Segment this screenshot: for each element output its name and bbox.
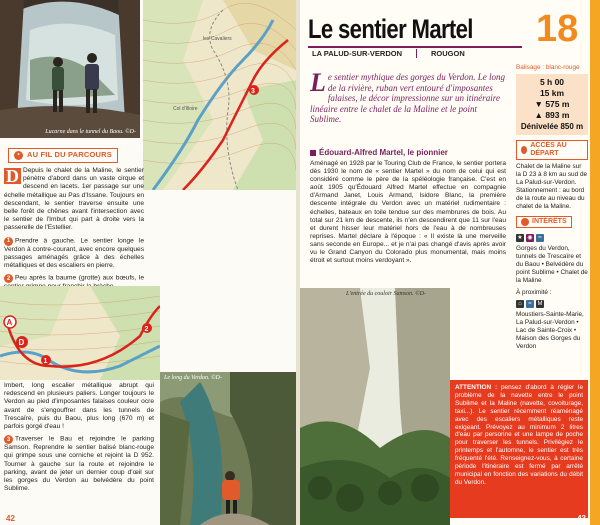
- stat-ascent: ▲ 893 m: [534, 110, 570, 120]
- dropcap-d: D: [6, 166, 19, 186]
- hiker-photo-caption: Le long du Verdon. ©D-: [164, 375, 222, 381]
- para-depart: [4, 167, 144, 233]
- tunnel-photo-caption: Lucarne dans le tunnel du Baou. ©D-: [45, 129, 136, 135]
- step-1-number: 1: [4, 237, 13, 246]
- village-icon: ⌂: [516, 300, 524, 308]
- intro-body: e sentier mythique des gorges du Verdon. Le long de la rivière, ruban vert entouré d'imposantes falaises, le décor impressionne sur un itinéraire linéaire entre le chalet de la Maline et le point Sublime.: [310, 72, 505, 125]
- title-rule: [308, 46, 522, 48]
- para-imbert: Imbert, long escalier métallique abrupt qui redescend en plusieurs paliers. Longer toujours le Verdon au pied d'imposantes falaises couleur ocre avant de s'engouffrer dans les tunnels de Trescaïre, puis du Baou, plus long (670 m) et parfois gorgé d'eau !: [4, 382, 154, 431]
- page-number-left: 42: [6, 514, 15, 523]
- step-1-text: Prendre à gauche. Le sentier longe le Verdon à contre-courant, avec encore quelques passages aménagés grâce à des échelles métalliques et des escaliers en pierre.: [4, 237, 144, 270]
- proximite-icons: [516, 300, 588, 308]
- stat-distance: 15 km: [539, 88, 565, 98]
- para-depart-text: Depuis le chalet de la Maline, le sentier pénètre d'abord dans un vaste cirque et descend en lacets. 1er passage sur une échelle métallique au Pas d'Issane. Toujours en descendant, le sentier traverse ensuite une belle forêt de chênes avant l'intersection avec le sentier de l'Imbut qui part à droite vers la passerelle de l'Estellier.: [4, 167, 144, 232]
- car-icon: [521, 146, 527, 154]
- interets-icons: [516, 234, 588, 242]
- acces-text: Chalet de la Maline sur la D 23 à 8 km au sud de La Palud-sur-Verdon. Stationnement : au bord de la route au niveau du chalet de la Maline.: [516, 163, 588, 210]
- route-description: [4, 148, 144, 295]
- interets-title: INTÉRÊTS: [532, 218, 567, 225]
- stat-duration: 5 h 00: [539, 77, 565, 87]
- stat-denivele: Dénivelée 850 m: [520, 122, 584, 131]
- step-2-number: 2: [4, 274, 13, 283]
- page-title: Le sentier Martel: [308, 14, 473, 44]
- star-rating-icon: ★: [517, 235, 523, 241]
- acces-header: [516, 140, 588, 160]
- svg-text:les Cavaliers: les Cavaliers: [203, 36, 232, 42]
- samson-photo-caption: L'entrée du couloir Samson. ©D-: [346, 291, 427, 297]
- route-number: 18: [536, 8, 579, 50]
- museum-icon: M: [537, 301, 543, 307]
- attention-label: ATTENTION :: [455, 384, 498, 391]
- hiker-photo: [160, 372, 296, 525]
- route-info-sidebar: [516, 64, 588, 351]
- bio-text: Aménagé en 1928 par le Touring Club de France, le sentier portera dès 1930 le nom de « sentier Martel » du nom de celui qui est considéré comme le père de la spéléologie française. C'est en août 1905 qu'Édouard Alfred Martel effectue en compagnie d'Armand Janet, Louis Armand, Isidore Blanc, la première descente intégrale du Verdon avec un matériel rudimentaire : échelles, bateaux en toile tendue sur des membrures de bois. Au total sur 21 km de descente, ils n'en descendirent que 11 sur l'eau et durent hisser leur matériel hors de l'eau à de nombreuses reprises. Martel déclare à l'époque : « Il existe là une merveille sans seconde en Europe... et je n'ai pas changé d'avis après avoir vu le Grand Canyon du Colorado plus monumental, mais moins étroit et surtout moins verdoyant ».: [310, 160, 506, 265]
- svg-text:Col d'Illoire: Col d'Illoire: [173, 106, 198, 112]
- footsteps-icon: •: [14, 151, 23, 160]
- water-icon: ≈: [536, 234, 544, 242]
- stat-descent: ▼ 575 m: [534, 99, 570, 109]
- route-map-top: [143, 0, 296, 190]
- star-icon: [521, 218, 529, 226]
- proximite-title: À proximité :: [516, 289, 552, 296]
- tunnel-photo: [0, 0, 140, 138]
- acces-title: ACCÈS AU DÉPART: [530, 142, 567, 157]
- route-description-cont: [4, 382, 154, 497]
- intro-dropcap: L: [310, 68, 326, 97]
- interets-text: Gorges du Verdon, tunnels de Trescaïre et du Baou • Belvédère du point Sublime • Chalet de la Maline: [516, 245, 588, 284]
- page-number-right: 43: [577, 514, 586, 523]
- subheading-divider: [416, 49, 417, 58]
- viewpoint-icon: ◉: [527, 235, 533, 241]
- step-1: [4, 237, 144, 271]
- attention-box: [450, 380, 588, 518]
- step-2-text: Peu après la baume (grotte) aux bœufs, le: [15, 274, 144, 282]
- title-subheading: [312, 49, 465, 58]
- left-page: [0, 0, 296, 525]
- map-label-a: A: [6, 318, 13, 327]
- proximite-text: Moustiers-Sainte-Marie, La Palud-sur-Verdon • Lac de Sainte-Croix • Maison des Gorges du Verdon: [516, 311, 584, 350]
- section-title: AU FIL DU PARCOURS: [27, 150, 112, 160]
- balisage: Balisage : blanc-rouge: [516, 64, 580, 71]
- intro-text: [310, 68, 508, 125]
- step-3-text: Traverser le Bau et rejoindre le parking Samson. Reprendre le sentier balisé blanc-rouge qui grimpe sous une corniche et rejoint la D 952. Tourner à gauche sur la route et rejoindre le parking, avant de jeter un dernier coup d'œil sur les gorges du Verdon au belvédère du point Sublime.: [4, 435, 154, 493]
- map-label-d: D: [18, 338, 25, 347]
- map-label-2: 2: [144, 326, 149, 333]
- bio-heading: [310, 148, 448, 157]
- edge-strip: [590, 0, 600, 525]
- step-3-number: 3: [4, 435, 13, 444]
- attention-text: pensez d'abord à régler le problème de la navette entre le point Sublime et la Maline (navette, covoiturage, taxi...). Le sentier récemment réaménagé avec des escaliers métalliques reste exigeant. Prévoyez au minimum 2 litres d'eau par personne et une lampe de poche pour traverser les tunnels. Privilégiez le printemps et l'automne, le sentier est très fréquenté l'été. Renseignez-vous, à certaine période l'itinéraire est fermé par arrêté municipal en fonction des variations du débit du Verdon.: [455, 384, 584, 486]
- samson-photo: [300, 288, 450, 525]
- area-label: ROUGON: [431, 49, 465, 58]
- commune-label: LA PALUD-SUR-VERDON: [312, 49, 402, 58]
- section-header-parcours: [8, 148, 118, 163]
- right-page: [300, 0, 600, 525]
- bio-title: Édouard-Alfred Martel, le pionnier: [319, 148, 448, 157]
- interets-header: [516, 216, 572, 228]
- lake-icon: ≈: [526, 300, 534, 308]
- route-stats: [516, 74, 588, 135]
- map-label-1: 1: [43, 358, 48, 365]
- map-label-3: 3: [251, 88, 255, 95]
- bullet-square-icon: [310, 150, 316, 156]
- route-map-bottom: [0, 286, 160, 380]
- step-3: [4, 435, 154, 493]
